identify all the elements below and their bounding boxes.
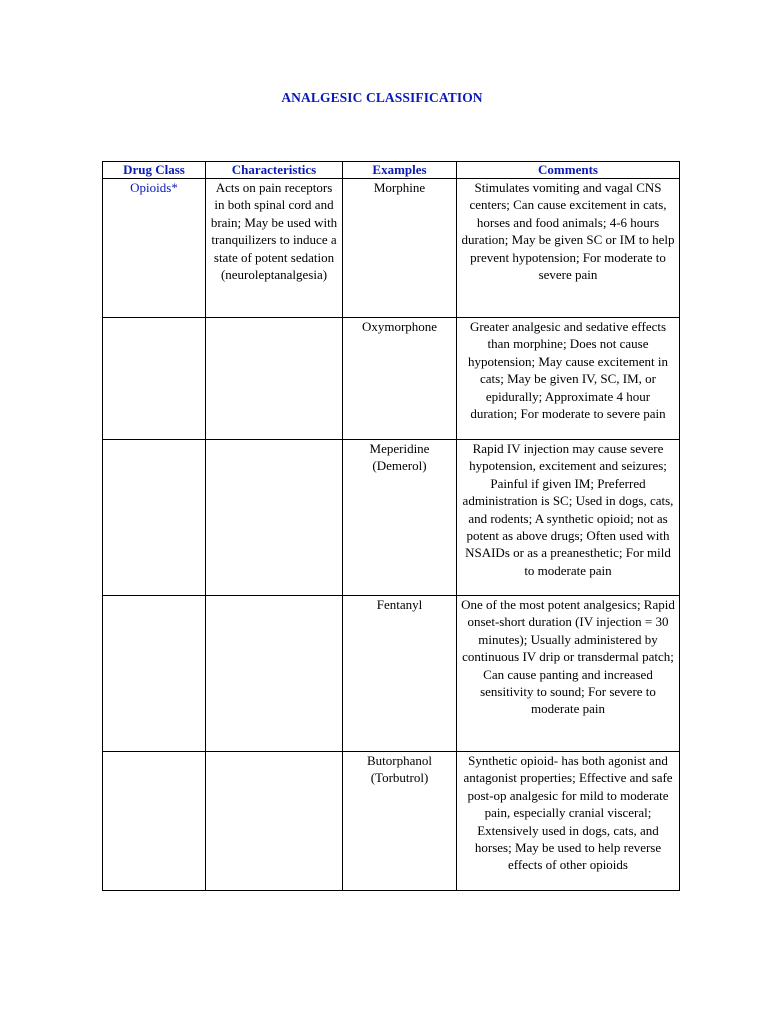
examples-cell: Oxymorphone <box>343 318 457 440</box>
table-row <box>103 318 680 440</box>
examples-cell: Fentanyl <box>343 596 457 752</box>
characteristics-cell <box>206 440 343 596</box>
characteristics-cell: Acts on pain receptors in both spinal cord and brain; May be used with tranquilizers to induce a state of potent sedation (neuroleptanalgesia) <box>206 179 343 318</box>
characteristics-cell <box>206 752 343 891</box>
drug-class-cell <box>103 440 206 596</box>
table-row <box>103 440 680 596</box>
header-comments: Comments <box>457 162 680 179</box>
comments-cell: Greater analgesic and sedative effects than morphine; Does not cause hypotension; May cause excitement in cats; May be given IV, SC, IM, or epidurally; Approximate 4 hour duration; For moderate to severe pain <box>457 318 680 440</box>
comments-cell: Rapid IV injection may cause severe hypotension, excitement and seizures; Painful if given IM; Preferred administration is SC; Used in dogs, cats, and rodents; A synthetic opioid; not as potent as above drugs; Often used with NSAIDs or as a preanesthetic; For mild to moderate pain <box>457 440 680 596</box>
table-row <box>103 179 680 318</box>
document-title: ANALGESIC CLASSIFICATION <box>281 90 483 105</box>
comments-cell: One of the most potent analgesics; Rapid onset-short duration (IV injection = 30 minutes); Usually administered by continuous IV drip or transdermal patch; Can cause panting and increased sensitivity to sound; For severe to moderate pain <box>457 596 680 752</box>
comments-cell: Stimulates vomiting and vagal CNS centers; Can cause excitement in cats, horses and food animals; 4-6 hours duration; May be given SC or IM to help prevent hypotension; For moderate to severe pain <box>457 179 680 318</box>
examples-cell: Morphine <box>343 179 457 318</box>
examples-cell: Butorphanol (Torbutrol) <box>343 752 457 891</box>
table-row <box>103 752 680 891</box>
drug-class-cell <box>103 318 206 440</box>
examples-cell: Meperidine (Demerol) <box>343 440 457 596</box>
characteristics-cell <box>206 318 343 440</box>
table-row <box>103 596 680 752</box>
drug-class-cell <box>103 752 206 891</box>
drug-class-cell <box>103 596 206 752</box>
header-drug-class: Drug Class <box>103 162 206 179</box>
drug-class-cell: Opioids* <box>103 179 206 318</box>
analgesic-table <box>102 161 680 891</box>
comments-cell: Synthetic opioid- has both agonist and antagonist properties; Effective and safe post-op analgesic for mild to moderate pain, especially cranial visceral; Extensively used in dogs, cats, and horses; May be used to help reverse effects of other opioids <box>457 752 680 891</box>
header-characteristics: Characteristics <box>206 162 343 179</box>
header-examples: Examples <box>343 162 457 179</box>
table-header-row <box>103 162 680 179</box>
characteristics-cell <box>206 596 343 752</box>
